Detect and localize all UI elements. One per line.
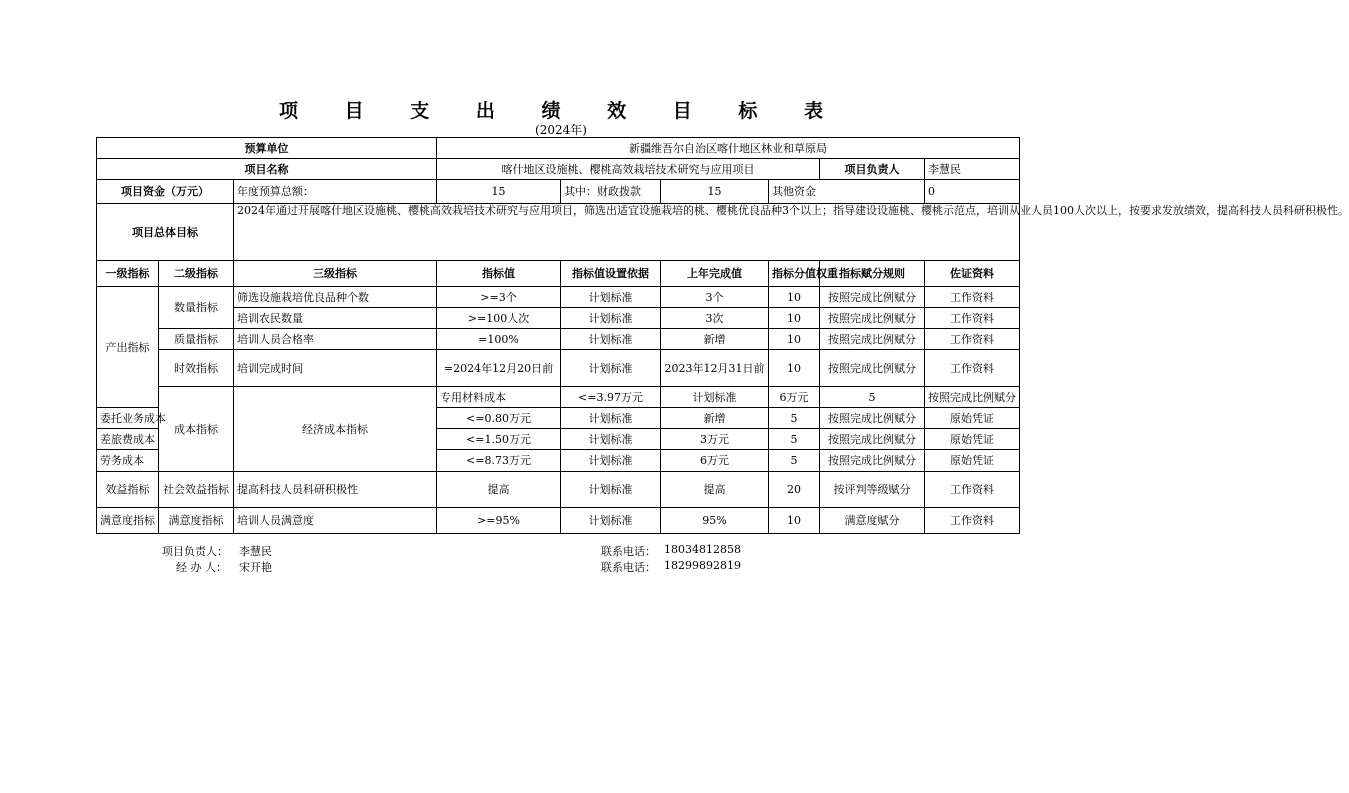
annual-budget-label: 年度预算总额： [234, 180, 437, 204]
col-evidence: 佐证资料 [925, 261, 1020, 287]
col-level3: 三级指标 [234, 261, 437, 287]
indicator-last: 3次 [661, 308, 769, 329]
project-funds-label: 项目资金（万元） [97, 180, 234, 204]
other-funds-value: 0 [925, 180, 1020, 204]
indicator-last: 2023年12月31日前 [661, 350, 769, 387]
project-leader-label: 项目负责人 [820, 159, 925, 180]
indicator-rule: 按照完成比例赋分 [925, 387, 1020, 408]
table-row [97, 287, 1020, 308]
indicator-value: 提高 [437, 472, 561, 508]
indicator-evidence: 工作资料 [925, 329, 1020, 350]
indicator-rule: 按照完成比例赋分 [820, 287, 925, 308]
indicator-weight: 5 [769, 408, 820, 429]
indicator-basis: 计划标准 [561, 329, 661, 350]
other-funds-label: 其他资金 [769, 180, 925, 204]
level1-satisfaction: 满意度指标 [97, 508, 159, 534]
performance-table [96, 137, 1349, 534]
indicator-evidence: 工作资料 [925, 472, 1020, 508]
overall-goal-row [97, 204, 1020, 261]
level1-cost: 成本指标 [159, 387, 234, 472]
indicator-last: 提高 [661, 472, 769, 508]
col-basis: 指标值设置依据 [561, 261, 661, 287]
indicator-last: 新增 [661, 329, 769, 350]
indicator-basis: 计划标准 [561, 350, 661, 387]
col-level2: 二级指标 [159, 261, 234, 287]
project-name-label: 项目名称 [97, 159, 437, 180]
indicator-evidence: 原始凭证 [925, 408, 1020, 429]
indicator-rule: 按评判等级赋分 [820, 472, 925, 508]
indicator-name: 培训人员满意度 [234, 508, 437, 534]
fiscal-funds-value: 15 [661, 180, 769, 204]
budget-unit-value: 新疆维吾尔自治区喀什地区林业和草原局 [437, 138, 1020, 159]
indicator-weight: 5 [820, 387, 925, 408]
table-row [97, 350, 1020, 387]
level2-social-benefit: 社会效益指标 [159, 472, 234, 508]
indicator-basis: 计划标准 [561, 308, 661, 329]
fiscal-funds-label: 其中：财政拨款 [561, 180, 661, 204]
table-row [97, 329, 1020, 350]
project-name-row [97, 159, 1020, 180]
indicator-name: 提高科技人员科研积极性 [234, 472, 437, 508]
budget-unit-row [97, 138, 1020, 159]
indicator-last: 新增 [661, 408, 769, 429]
indicator-rule: 按照完成比例赋分 [820, 450, 925, 472]
level2-economic-cost: 经济成本指标 [234, 387, 437, 472]
indicator-weight: 5 [769, 450, 820, 472]
col-value: 指标值 [437, 261, 561, 287]
footer-phone-label-2: 联系电话： [601, 561, 656, 574]
footer-leader: 李慧民 [239, 545, 272, 558]
table-row [97, 308, 1020, 329]
col-level1: 一级指标 [97, 261, 159, 287]
table-row [97, 387, 1020, 408]
column-header-row [97, 261, 1020, 287]
project-leader-value: 李慧民 [925, 159, 1020, 180]
indicator-rule: 满意度赋分 [820, 508, 925, 534]
indicator-basis: 计划标准 [561, 287, 661, 308]
indicator-value: <=1.50万元 [437, 429, 561, 450]
project-funds-row [97, 180, 1020, 204]
footer-handler: 宋开艳 [239, 561, 272, 574]
indicator-evidence: 工作资料 [925, 287, 1020, 308]
annual-budget-value: 15 [437, 180, 561, 204]
indicator-value: >=3个 [437, 287, 561, 308]
footer-phone-2: 18299892819 [664, 559, 741, 572]
indicator-evidence: 原始凭证 [925, 429, 1020, 450]
year-label: (2024年) [535, 123, 587, 137]
indicator-weight: 10 [769, 350, 820, 387]
level1-output: 产出指标 [97, 287, 159, 408]
indicator-last: 3万元 [661, 429, 769, 450]
indicator-name: 差旅费成本 [97, 429, 159, 450]
indicator-rule: 按照完成比例赋分 [820, 429, 925, 450]
level2-quantity: 数量指标 [159, 287, 234, 329]
indicator-basis: 计划标准 [561, 429, 661, 450]
col-weight: 指标分值权重 [769, 261, 820, 287]
budget-unit-label: 预算单位 [97, 138, 437, 159]
indicator-value: =100% [437, 329, 561, 350]
col-rule: 指标赋分规则 [820, 261, 925, 287]
indicator-rule: 按照完成比例赋分 [820, 308, 925, 329]
indicator-basis: 计划标准 [561, 408, 661, 429]
indicator-weight: 10 [769, 508, 820, 534]
indicator-rule: 按照完成比例赋分 [820, 329, 925, 350]
col-last-year: 上年完成值 [661, 261, 769, 287]
indicator-weight: 20 [769, 472, 820, 508]
footer-phone-1: 18034812858 [664, 543, 741, 556]
indicator-weight: 5 [769, 429, 820, 450]
indicator-rule: 按照完成比例赋分 [820, 408, 925, 429]
indicator-value: <=3.97万元 [561, 387, 661, 408]
indicator-value: <=8.73万元 [437, 450, 561, 472]
indicator-name: 培训人员合格率 [234, 329, 437, 350]
indicator-rule: 按照完成比例赋分 [820, 350, 925, 387]
indicator-name: 委托业务成本 [97, 408, 159, 429]
footer-leader-label: 项目负责人： [162, 545, 228, 558]
indicator-weight: 10 [769, 308, 820, 329]
indicator-name: 培训完成时间 [234, 350, 437, 387]
indicator-basis: 计划标准 [561, 450, 661, 472]
indicator-weight: 10 [769, 287, 820, 308]
indicator-name: 培训农民数量 [234, 308, 437, 329]
indicator-basis: 计划标准 [561, 508, 661, 534]
indicator-value: >=95% [437, 508, 561, 534]
indicator-evidence: 工作资料 [925, 508, 1020, 534]
overall-goal-label: 项目总体目标 [97, 204, 234, 261]
indicator-evidence: 工作资料 [925, 308, 1020, 329]
footer-handler-label: 经 办 人： [176, 561, 227, 574]
indicator-name: 专用材料成本 [437, 387, 561, 408]
project-name-value: 喀什地区设施桃、樱桃高效栽培技术研究与应用项目 [437, 159, 820, 180]
indicator-last: 6万元 [661, 450, 769, 472]
indicator-value: <=0.80万元 [437, 408, 561, 429]
level2-satisfaction: 满意度指标 [159, 508, 234, 534]
indicator-name: 劳务成本 [97, 450, 159, 472]
indicator-last: 6万元 [769, 387, 820, 408]
indicator-weight: 10 [769, 329, 820, 350]
level2-timeliness: 时效指标 [159, 350, 234, 387]
indicator-basis: 计划标准 [561, 472, 661, 508]
indicator-value: =2024年12月20日前 [437, 350, 561, 387]
level2-quality: 质量指标 [159, 329, 234, 350]
page-title: 项 目 支 出 绩 效 目 标 表 [279, 100, 843, 122]
indicator-basis: 计划标准 [661, 387, 769, 408]
indicator-evidence: 工作资料 [925, 350, 1020, 387]
footer-phone-label-1: 联系电话： [601, 545, 656, 558]
indicator-value: >=100人次 [437, 308, 561, 329]
indicator-last: 95% [661, 508, 769, 534]
level1-benefit: 效益指标 [97, 472, 159, 508]
indicator-evidence: 原始凭证 [925, 450, 1020, 472]
table-row [97, 508, 1020, 534]
overall-goal-text: 2024年通过开展喀什地区设施桃、樱桃高效栽培技术研究与应用项目，筛选出适宜设施栽培的桃、樱桃优良品种3个以上；指导建设设施桃、樱桃示范点，培训从业人员100人次以上，按要求发放绩效，提高科技人员科研积极性。 [234, 204, 1020, 261]
table-row [97, 472, 1020, 508]
indicator-last: 3个 [661, 287, 769, 308]
indicator-name: 筛选设施栽培优良品种个数 [234, 287, 437, 308]
